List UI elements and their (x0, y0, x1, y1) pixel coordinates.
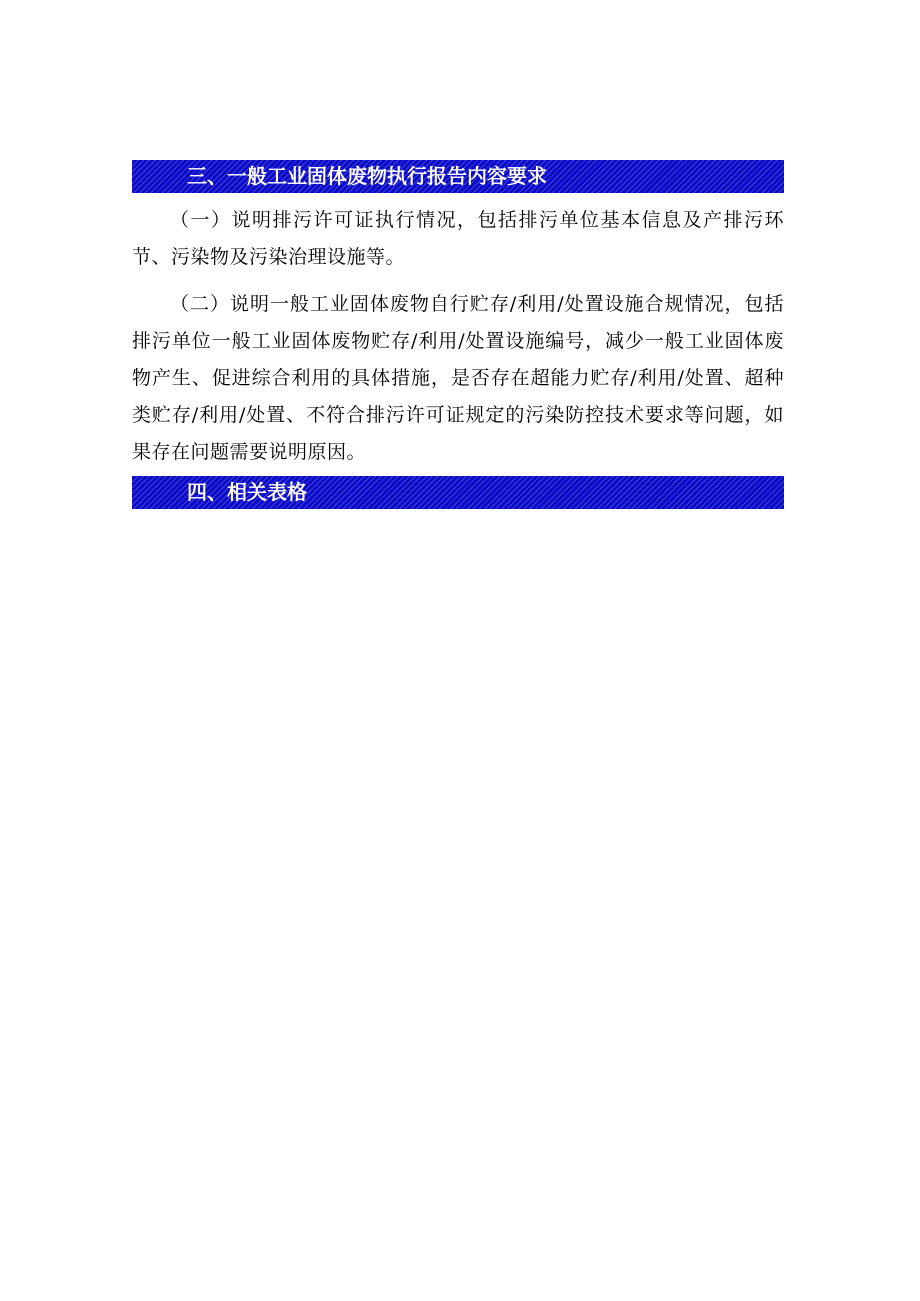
section-heading-3-text: 三、一般工业固体废物执行报告内容要求 (187, 164, 547, 188)
section-heading-4-text: 四、相关表格 (187, 480, 307, 504)
paragraph-2: （二）说明一般工业固体废物自行贮存/利用/处置设施合规情况，包括排污单位一般工业固体废物贮存/利用/处置设施编号，减少一般工业固体废物产生、促进综合利用的具体措施，是否存在超能力贮存/利用/处置、超种类贮存/利用/处置、不符合排污许可证规定的污染防控技术要求等问题，如果存在问题需要说明原因。 (132, 293, 784, 463)
section-heading-3 (132, 160, 784, 193)
section-heading-4 (132, 476, 784, 509)
document-page (132, 160, 784, 509)
paragraph-1: （一）说明排污许可证执行情况，包括排污单位基本信息及产排污环节、污染物及污染治理设施等。 (132, 209, 784, 268)
